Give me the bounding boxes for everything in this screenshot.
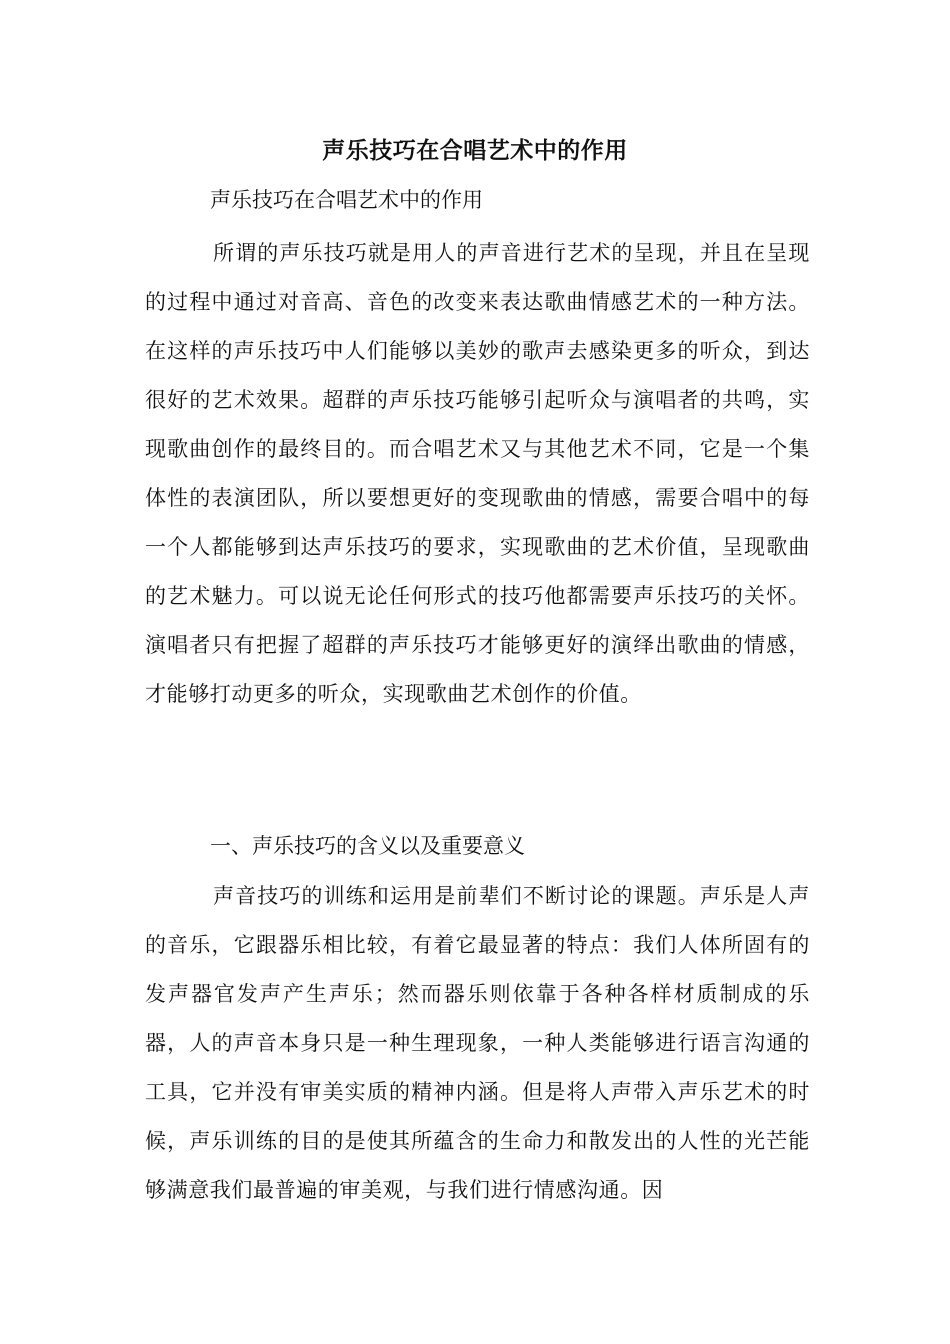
document-subtitle: 声乐技巧在合唱艺术中的作用 — [210, 188, 483, 212]
document-title: 声乐技巧在合唱艺术中的作用 — [322, 138, 628, 164]
body-paragraph-1: 所谓的声乐技巧就是用人的声音进行艺术的呈现，并且在呈现的过程中通过对音高、音色的改变来表达歌曲情感艺术的一种方法。在这样的声乐技巧中人们能够以美妙的歌声去感染更多的听众，到达很好的艺术效果。超群的声乐技巧能够引起听众与演唱者的共鸣，实现歌曲创作的最终目的。而合唱艺术又与其他艺术不同，它是一个集体性的表演团队，所以要想更好的变现歌曲的情感，需要合唱中的每一个人都能够到达声乐技巧的要求，实现歌曲的艺术价值，呈现歌曲的艺术魅力。可以说无论任何形式的技巧他都需要声乐技巧的关怀。演唱者只有把握了超群的声乐技巧才能够更好的演绎出歌曲的情感，才能够打动更多的听众，实现歌曲艺术创作的价值。 — [145, 241, 810, 706]
section-heading-1: 一、声乐技巧的含义以及重要意义 — [210, 834, 525, 858]
body-paragraph-2: 声音技巧的训练和运用是前辈们不断讨论的课题。声乐是人声的音乐，它跟器乐相比较，有着它最显著的特点：我们人体所固有的发声器官发声产生声乐；然而器乐则依靠于各种各样材质制成的乐器，人的声音本身只是一种生理现象，一种人类能够进行语言沟通的工具，它并没有审美实质的精神内涵。但是将人声带入声乐艺术的时候，声乐训练的目的是使其所蕴含的生命力和散发出的人性的光芒能够满意我们最普遍的审美观，与我们进行情感沟通。因 — [145, 884, 810, 1202]
